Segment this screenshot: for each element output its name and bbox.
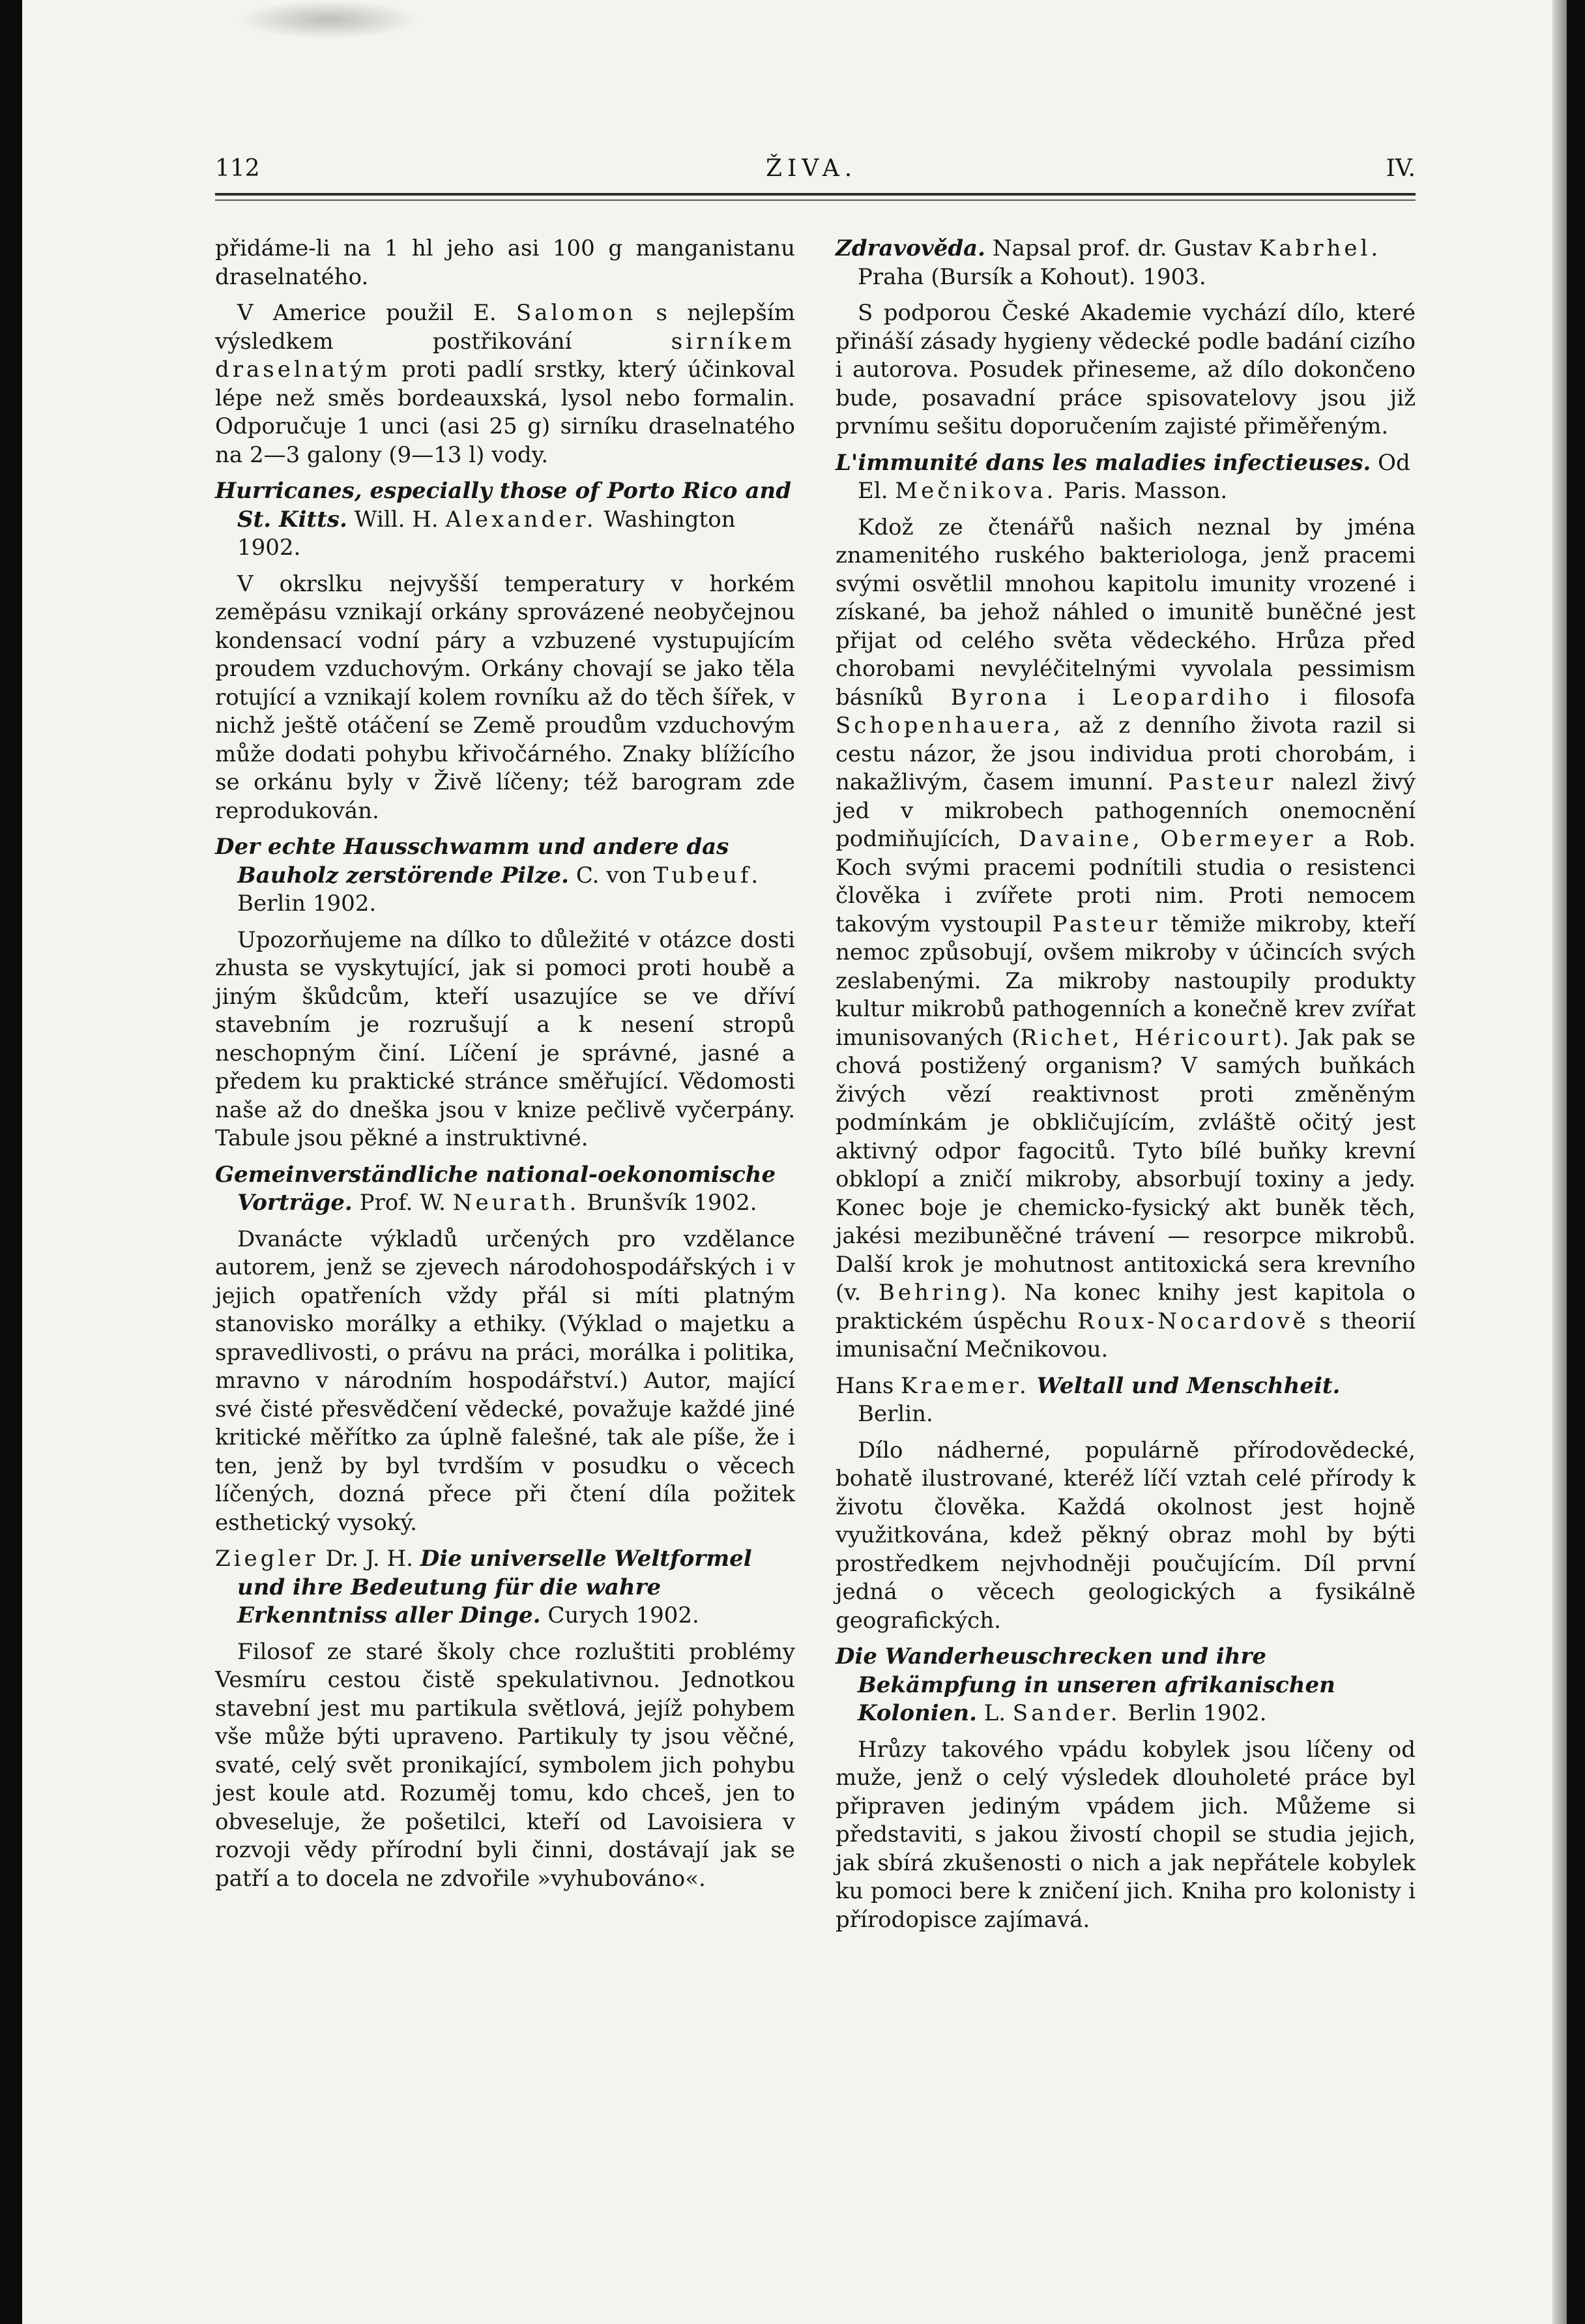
person-name: Davaine, <box>1018 826 1143 852</box>
text-span: Kdož ze čtenářů našich neznal by jména znamenitého ruského bakteriologa, jenž pracemi svými osvětlil mnohou kapitolu imunity vrozené i získané, ba jehož náhled o imunitě buněčné jest přijat od celého světa vědeckého. Hrůza před chorobami nevyléčitelnými vyvolala pessimism básníků <box>836 514 1416 711</box>
author: Sander. <box>1012 1700 1121 1726</box>
author: Ziegler <box>215 1546 319 1572</box>
paragraph <box>215 299 795 469</box>
book-title: Gemeinverständliche national-oekonomische Vorträge. <box>215 1161 776 1216</box>
person-name: Pasteur <box>1052 911 1161 937</box>
review-heading <box>836 1372 1416 1429</box>
review-heading <box>836 235 1416 291</box>
journal-title: ŽIVA. <box>766 155 858 182</box>
author: Dr. J. H. <box>318 1546 420 1572</box>
publication-place: Berlin 1902. <box>1127 1700 1267 1726</box>
person-name: Roux-Nocardově <box>1077 1308 1309 1334</box>
author: Hans <box>836 1372 901 1399</box>
text-span: V Americe použil E. <box>237 300 516 326</box>
author: Neurath. <box>452 1190 580 1216</box>
book-title: L'immunité dans les maladies infectieuses. <box>836 449 1371 476</box>
person-name: Byrona <box>950 684 1051 711</box>
review-heading <box>215 833 795 919</box>
publication-place: Washington 1902. <box>237 506 736 561</box>
person-name: Obermeyer <box>1160 826 1316 852</box>
book-title: Hurricanes, especially those of Porto Rico and St. Kitts. <box>215 478 791 533</box>
book-title: Die Wanderheuschrecken und ihre Bekämpfung in unseren afrikanischen Kolonien. <box>836 1643 1335 1726</box>
author: Mečnikova. <box>895 478 1057 504</box>
text-span: ). Na konec knihy jest kapitola o praktickém úspěchu <box>836 1280 1416 1334</box>
review-heading <box>836 449 1416 506</box>
author: Prof. W. <box>359 1190 453 1216</box>
author: Will. H. <box>354 506 446 533</box>
text-span: s theorií imunisační Mečnikovou. <box>836 1308 1416 1362</box>
book-title: Weltall und Menschheit. <box>1036 1372 1341 1399</box>
book-title: Der echte Hausschwamm und andere das Bauholz zerstörende Pilze. <box>215 834 729 889</box>
review-text: Filosof ze staré školy chce rozluštiti problémy Vesmíru cestou čistě spekulativnou. Jednotkou stavební jest mu partikula světlová, jejíž pohybem vše může býti upraveno. Partikuly ty jsou věčné, svaté, celý svět pronikající, symbolem jich pohybu jest koule atd. Rozuměj tomu, kdo chceš, jen to obveseluje, že pošetilci, kteří od Lavoisiera v rozvoji vědy přírodní byli činni, dostávají jak se patří a to docela ne zdvořile »vyhubováno«. <box>215 1638 795 1892</box>
text-span: a Rob. Koch svými pracemi podnítili studia o resistenci člověka i zvířete proti nim. Proti nemocem takovým vystoupil <box>836 826 1416 937</box>
author: Tubeuf. <box>653 862 762 889</box>
publication-place: Berlin. <box>858 1401 933 1427</box>
publication-place: Berlin 1902. <box>237 890 377 917</box>
author: L. <box>983 1700 1013 1726</box>
volume-number: IV. <box>1386 155 1416 182</box>
header-rule-thin <box>215 199 1416 201</box>
text-span: proti padlí srstky, který účinkoval lépe než směs bordeauxská, lysol nebo formalin. Odporučuje 1 unci (asi 25 g) sirníku draselnatého na 2—3 galony (9—13 l) vody. <box>215 357 795 468</box>
review-heading <box>215 1545 795 1630</box>
paragraph: přidáme-li na 1 hl jeho asi 100 g manganistanu draselnatého. <box>215 235 795 290</box>
text-span: ). Jak pak se chová postižený organism? V samých buňkách živých vězí reaktivnost proti změněným podmínkám je obkličujícím, zvláště očitý jest aktivný odpor fagocitů. Tyto bílé buňky krevní obklopí a zničí mikroby, absorbují toxiny a jedy. Konec boje je chemicko-fysický akt buněk těch, jakési mezibuněčné trávení — resorpce mikrobů. Další krok je mohutnost antitoxická sera krevního (v. <box>836 1024 1416 1306</box>
review-text <box>836 514 1416 1364</box>
author: Napsal prof. dr. Gustav <box>992 235 1259 261</box>
author: C. von <box>575 862 654 889</box>
left-column <box>215 235 795 1901</box>
review-text: Upozorňujeme na dílko to důležité v otázce dosti zhusta se vyskytující, jak si pomoci proti houbě a jiným škůdcům, kteří usazujíce se ve dříví stavebním je rozrušují a k nesení stropů neschopným činí. Líčení je správné, jasné a předem ku praktické stránce směřující. Vědomosti naše až do dneška jsou v knize pečlivě vyčerpány. Tabule jsou pěkné a instruktivné. <box>215 926 795 1151</box>
author: Alexander. <box>445 506 597 533</box>
review-heading <box>215 477 795 563</box>
review-text: V okrslku nejvyšší temperatury v horkém zeměpásu vznikají orkány sprovázené neobyčejnou kondensací vodní páry a vzbuzené vystupujícím proudem vzduchovým. Orkány chovají se jako těla rotující a vznikají kolem rovníku až do těch šířek, v nichž ještě otáčení se Země proudům vzduchovým může dodati pohybu křivočárného. Znaky blížícího se orkánu byly v Živě líčeny; též barogram zde reprodukován. <box>215 570 795 824</box>
page-number: 112 <box>215 155 260 182</box>
page-edge <box>1552 0 1567 2324</box>
review-heading <box>215 1161 795 1218</box>
text-span: i filosofa <box>1272 684 1416 711</box>
person-name: Salomon <box>516 300 637 326</box>
right-column <box>836 235 1416 1942</box>
publication-place: Paris. Masson. <box>1064 478 1228 504</box>
person-name: Richet, Héricourt <box>1020 1024 1273 1051</box>
text-span: s nejlepším výsledkem postřikování <box>215 300 795 355</box>
text-span: těmiže mikroby, kteří nemoc způsobují, ovšem mikroby v účincích svých zeslabenými. Za mikroby nastoupily produkty kultur mikrobů pathogenních a konečně krev zvířat imunisovaných ( <box>836 911 1416 1051</box>
review-heading <box>836 1643 1416 1728</box>
author: Od El. <box>858 449 1410 504</box>
text-span: i <box>1050 684 1112 711</box>
book-title: Zdravověda. <box>836 235 985 261</box>
text-span: nalezl živý jed v mikrobech pathogenních onemocnění podmiňujících, <box>836 769 1416 852</box>
author: Kraemer. <box>901 1372 1030 1399</box>
scan-blotch <box>237 0 420 39</box>
running-head <box>215 151 1416 190</box>
review-text: Dílo nádherné, populárně přírodovědecké, bohatě ilustrované, kteréž líčí vztah celé přírody k životu člověka. Každá okolnost jest hojně využitkována, kdež pěkný obraz mohl by býti prostředkem nejvhodněji poučujícím. Díl první jedná o věcech geologických a fysikálně geografických. <box>836 1437 1416 1634</box>
publication-place: Brunšvík 1902. <box>587 1190 757 1216</box>
person-name: Schopenhauera, <box>836 713 1064 739</box>
text-span: až z denního života razil si cestu názor, že jsou individua proti chorobám, i nakažlivým, časem imunní. <box>836 713 1416 795</box>
publication-place: Praha (Bursík a Kohout). 1903. <box>858 263 1206 290</box>
header-rule-thick <box>215 193 1416 196</box>
review-text: S podporou České Akademie vychází dílo, které přináší zásady hygieny vědecké podle badání cizího i autorova. Posudek přineseme, až dílo dokončeno bude, posavadní práce spisovatelovy jsou již prvnímu sešitu doporučením zajisté přiměřeným. <box>836 300 1416 439</box>
publication-place: Curych 1902. <box>547 1602 699 1628</box>
book-title: Die universelle Weltformel und ihre Bedeutung für die wahre Erkenntniss aller Dinge. <box>237 1546 752 1628</box>
person-name: Behring <box>878 1280 991 1306</box>
review-text: Dvanácte výkladů určených pro vzdělance autorem, jenž se zjevech národohospodářských i v jejich opatřeních vždy přál si míti platným stanovisko morálky a ethiky. (Výklad o majetku a spravedlivosti, o právu na práci, morálka i politika, mravno v národním hospodářství.) Autor, mající své čisté přesvědčení vědecké, považuje každé jiné kritické měřítko za úplně falešné, tak ale píše, že i ten, jenž by byl tvrdším v posudku o věcech líčených, dozná přece při čtení díla požitek esthetický vysoký. <box>215 1226 795 1536</box>
author: Kabrhel. <box>1258 235 1382 261</box>
review-text: Hrůzy takového vpádu kobylek jsou líčeny od muže, jenž o celý výsledek dlouholeté práce byl připraven jediným vpádem jich. Můžeme si představiti, s jakou živostí chopil se studia jejich, jak sbírá zkušenosti o nich a jak nepřátele kobylek ku pomoci bere k zničení jich. Kniha pro kolonisty i přírodopisce zajímavá. <box>836 1736 1416 1933</box>
person-name: Leopardiho <box>1112 684 1273 711</box>
person-name: Pasteur <box>1168 769 1277 795</box>
emphasis: sirníkem draselnatým <box>215 328 795 383</box>
